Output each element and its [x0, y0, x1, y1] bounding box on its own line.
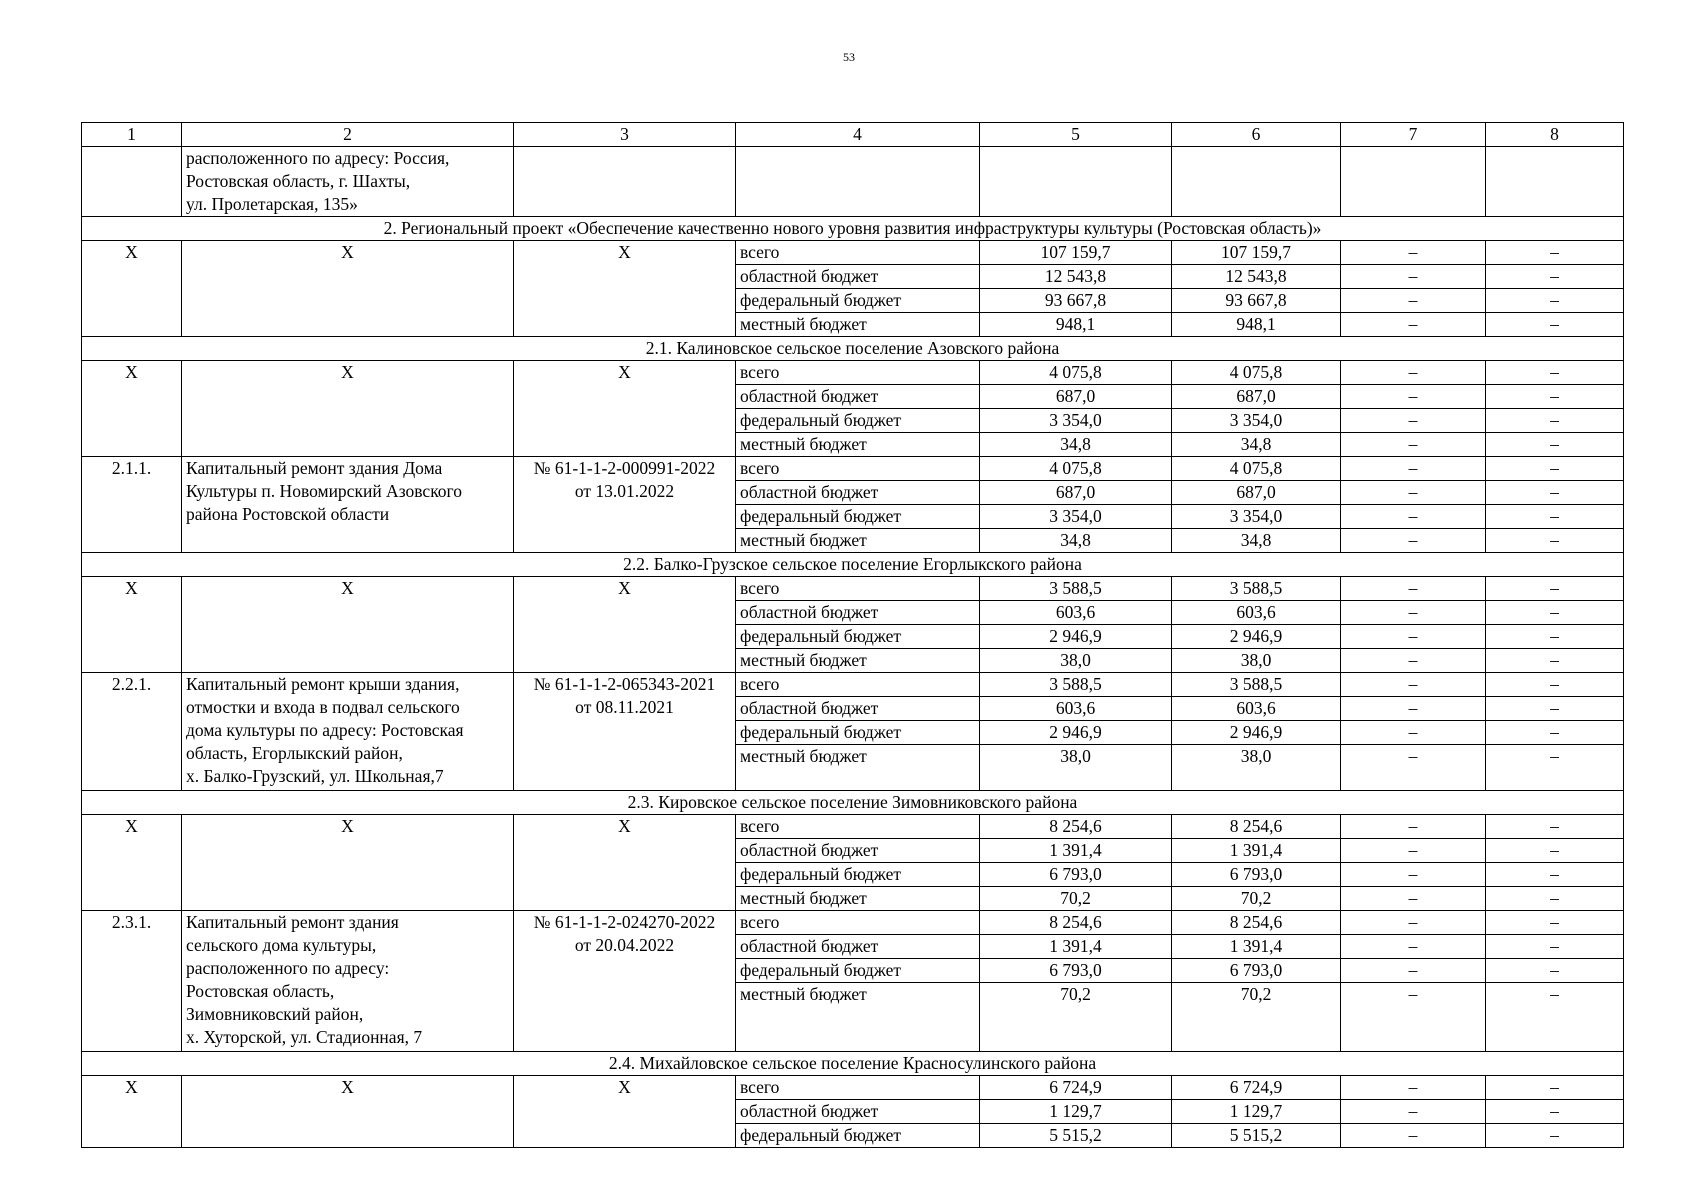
value-col7: –	[1341, 361, 1486, 385]
value-col8: –	[1486, 911, 1624, 935]
value-col7: –	[1341, 313, 1486, 337]
value-col8: –	[1486, 721, 1624, 745]
value-col6: 8 254,6	[1172, 815, 1341, 839]
budget-label: всего	[736, 815, 980, 839]
value-col7: –	[1341, 959, 1486, 983]
value-col8: –	[1486, 409, 1624, 433]
section-title-row	[82, 791, 1624, 815]
value-col7: –	[1341, 241, 1486, 265]
value-col7: –	[1341, 935, 1486, 959]
budget-label: всего	[736, 673, 980, 697]
value-col8: –	[1486, 673, 1624, 697]
value-col6: 3 354,0	[1172, 409, 1341, 433]
value-col7: –	[1341, 673, 1486, 697]
value-col5: 6 793,0	[980, 863, 1172, 887]
value-col7: –	[1341, 481, 1486, 505]
value-col8: –	[1486, 577, 1624, 601]
value-col6: 1 391,4	[1172, 839, 1341, 863]
header-cell: 2	[182, 123, 514, 147]
text-line: Капитальный ремонт здания	[186, 912, 399, 932]
value-col5: 70,2	[980, 983, 1172, 1052]
budget-label: всего	[736, 577, 980, 601]
value-col7: –	[1341, 409, 1486, 433]
value-col8: –	[1486, 433, 1624, 457]
x-mark: Х	[514, 361, 736, 457]
budget-table	[81, 122, 1624, 1148]
value-col6: 6 793,0	[1172, 863, 1341, 887]
text-line: сельского дома культуры,	[186, 935, 377, 955]
value-col7: –	[1341, 433, 1486, 457]
header-cell: 7	[1341, 123, 1486, 147]
budget-label: всего	[736, 361, 980, 385]
object-name-continued	[182, 147, 514, 217]
value-col5: 687,0	[980, 481, 1172, 505]
section-title: 2.3. Кировское сельское поселение Зимовниковского района	[82, 791, 1624, 815]
expertise-code	[514, 911, 736, 1052]
text-line: Капитальный ремонт крыши здания,	[186, 674, 460, 694]
budget-label: местный бюджет	[736, 529, 980, 553]
value-col6: 3 354,0	[1172, 505, 1341, 529]
value-col5: 2 946,9	[980, 721, 1172, 745]
budget-label: местный бюджет	[736, 887, 980, 911]
value-col5: 2 946,9	[980, 625, 1172, 649]
budget-row	[82, 673, 1624, 697]
header-cell: 5	[980, 123, 1172, 147]
x-mark: Х	[182, 361, 514, 457]
value-col5: 38,0	[980, 649, 1172, 673]
value-col5: 3 354,0	[980, 409, 1172, 433]
page-number: 53	[843, 50, 855, 64]
text-line: отмостки и входа в подвал сельского	[186, 697, 460, 717]
budget-row	[82, 457, 1624, 481]
value-col8: –	[1486, 815, 1624, 839]
value-col8: –	[1486, 529, 1624, 553]
x-mark: Х	[514, 1076, 736, 1148]
value-col7: –	[1341, 863, 1486, 887]
value-col7: –	[1341, 983, 1486, 1052]
text-line: от 20.04.2022	[574, 935, 675, 955]
value-col5: 687,0	[980, 385, 1172, 409]
value-col6: 603,6	[1172, 601, 1341, 625]
budget-label: местный бюджет	[736, 983, 980, 1052]
value-col8: –	[1486, 697, 1624, 721]
value-col5: 6 793,0	[980, 959, 1172, 983]
value-col5: 5 515,2	[980, 1124, 1172, 1148]
section-title-row	[82, 337, 1624, 361]
value-col7: –	[1341, 697, 1486, 721]
value-col6: 1 129,7	[1172, 1100, 1341, 1124]
value-col6: 34,8	[1172, 433, 1341, 457]
value-col5: 34,8	[980, 529, 1172, 553]
object-name	[182, 457, 514, 553]
value-col8: –	[1486, 601, 1624, 625]
project-title-row	[82, 217, 1624, 241]
text-line: Ростовская область, г. Шахты,	[186, 171, 411, 191]
value-col5: 12 543,8	[980, 265, 1172, 289]
value-col6: 948,1	[1172, 313, 1341, 337]
value-col6: 5 515,2	[1172, 1124, 1341, 1148]
value-col5: 3 588,5	[980, 577, 1172, 601]
budget-label: местный бюджет	[736, 745, 980, 791]
value-col6: 38,0	[1172, 745, 1341, 791]
budget-row	[82, 911, 1624, 935]
value-col8: –	[1486, 481, 1624, 505]
value-col6: 2 946,9	[1172, 721, 1341, 745]
text-line: дома культуры по адресу: Ростовская	[186, 720, 464, 740]
value-col8: –	[1486, 505, 1624, 529]
budget-label: областной бюджет	[736, 385, 980, 409]
value-col6: 6 793,0	[1172, 959, 1341, 983]
text-line: № 61-1-1-2-065343-2021	[533, 674, 716, 694]
value-col6: 687,0	[1172, 385, 1341, 409]
text-line: ул. Пролетарская, 135»	[186, 194, 358, 214]
value-col7: –	[1341, 1124, 1486, 1148]
value-col6: 3 588,5	[1172, 673, 1341, 697]
value-col6: 93 667,8	[1172, 289, 1341, 313]
blank-cell	[736, 147, 980, 217]
value-col8: –	[1486, 457, 1624, 481]
section-title: 2.4. Михайловское сельское поселение Красносулинского района	[82, 1052, 1624, 1076]
header-cell: 8	[1486, 123, 1624, 147]
budget-label: областной бюджет	[736, 481, 980, 505]
value-col5: 4 075,8	[980, 457, 1172, 481]
budget-label: всего	[736, 1076, 980, 1100]
value-col8: –	[1486, 1100, 1624, 1124]
header-cell: 6	[1172, 123, 1341, 147]
value-col5: 38,0	[980, 745, 1172, 791]
value-col7: –	[1341, 625, 1486, 649]
value-col8: –	[1486, 887, 1624, 911]
continuation-row	[82, 147, 1624, 217]
budget-label: областной бюджет	[736, 935, 980, 959]
value-col5: 107 159,7	[980, 241, 1172, 265]
value-col5: 34,8	[980, 433, 1172, 457]
budget-label: федеральный бюджет	[736, 721, 980, 745]
value-col5: 1 391,4	[980, 935, 1172, 959]
value-col7: –	[1341, 815, 1486, 839]
value-col8: –	[1486, 839, 1624, 863]
value-col5: 948,1	[980, 313, 1172, 337]
value-col8: –	[1486, 1076, 1624, 1100]
x-mark: Х	[182, 241, 514, 337]
value-col7: –	[1341, 601, 1486, 625]
value-col6: 12 543,8	[1172, 265, 1341, 289]
value-col6: 107 159,7	[1172, 241, 1341, 265]
budget-label: федеральный бюджет	[736, 959, 980, 983]
text-line: х. Балко-Грузский, ул. Школьная,7	[186, 766, 444, 786]
value-col7: –	[1341, 1100, 1486, 1124]
budget-row	[82, 361, 1624, 385]
value-col6: 6 724,9	[1172, 1076, 1341, 1100]
value-col6: 70,2	[1172, 983, 1341, 1052]
value-col6: 2 946,9	[1172, 625, 1341, 649]
item-number: 2.3.1.	[82, 911, 182, 1052]
blank-cell	[980, 147, 1172, 217]
value-col7: –	[1341, 887, 1486, 911]
value-col7: –	[1341, 529, 1486, 553]
budget-label: областной бюджет	[736, 839, 980, 863]
value-col7: –	[1341, 457, 1486, 481]
object-name	[182, 673, 514, 791]
text-line: района Ростовской области	[186, 504, 390, 524]
section-title-row	[82, 553, 1624, 577]
section-title-row	[82, 1052, 1624, 1076]
value-col7: –	[1341, 839, 1486, 863]
text-line: область, Егорлыкский район,	[186, 743, 403, 763]
x-mark: Х	[82, 1076, 182, 1148]
text-line: Капитальный ремонт здания Дома	[186, 458, 443, 478]
value-col6: 3 588,5	[1172, 577, 1341, 601]
section-title: 2.2. Балко-Грузское сельское поселение Егорлыкского района	[82, 553, 1624, 577]
value-col6: 1 391,4	[1172, 935, 1341, 959]
value-col8: –	[1486, 313, 1624, 337]
value-col7: –	[1341, 649, 1486, 673]
x-mark: Х	[82, 815, 182, 911]
value-col5: 1 129,7	[980, 1100, 1172, 1124]
value-col7: –	[1341, 1076, 1486, 1100]
text-line: Зимовниковский район,	[186, 1004, 364, 1024]
text-line: расположенного по адресу: Россия,	[186, 148, 450, 168]
value-col7: –	[1341, 721, 1486, 745]
value-col8: –	[1486, 625, 1624, 649]
x-mark: Х	[82, 241, 182, 337]
value-col8: –	[1486, 983, 1624, 1052]
budget-row	[82, 1076, 1624, 1100]
value-col6: 4 075,8	[1172, 457, 1341, 481]
budget-label: областной бюджет	[736, 265, 980, 289]
value-col8: –	[1486, 241, 1624, 265]
value-col7: –	[1341, 911, 1486, 935]
expertise-code	[514, 457, 736, 553]
value-col7: –	[1341, 577, 1486, 601]
value-col5: 3 354,0	[980, 505, 1172, 529]
x-mark: Х	[182, 1076, 514, 1148]
value-col5: 93 667,8	[980, 289, 1172, 313]
value-col5: 603,6	[980, 697, 1172, 721]
blank-cell	[1341, 147, 1486, 217]
expertise-code	[514, 673, 736, 791]
budget-label: всего	[736, 241, 980, 265]
text-line: расположенного по адресу:	[186, 958, 390, 978]
budget-label: федеральный бюджет	[736, 409, 980, 433]
budget-label: местный бюджет	[736, 649, 980, 673]
header-cell: 3	[514, 123, 736, 147]
value-col8: –	[1486, 1124, 1624, 1148]
x-mark: Х	[82, 361, 182, 457]
value-col7: –	[1341, 265, 1486, 289]
header-cell: 1	[82, 123, 182, 147]
header-row	[82, 123, 1624, 147]
x-mark: Х	[82, 577, 182, 673]
item-number: 2.1.1.	[82, 457, 182, 553]
value-col8: –	[1486, 863, 1624, 887]
budget-label: областной бюджет	[736, 697, 980, 721]
value-col6: 38,0	[1172, 649, 1341, 673]
header-cell: 4	[736, 123, 980, 147]
budget-label: федеральный бюджет	[736, 1124, 980, 1148]
project-title: 2. Региональный проект «Обеспечение качественно нового уровня развития инфраструктуры культуры (Ростовская область)»	[82, 217, 1624, 241]
value-col5: 4 075,8	[980, 361, 1172, 385]
x-mark: Х	[514, 577, 736, 673]
text-line: Культуры п. Новомирский Азовского	[186, 481, 463, 501]
budget-label: местный бюджет	[736, 433, 980, 457]
value-col6: 70,2	[1172, 887, 1341, 911]
value-col8: –	[1486, 935, 1624, 959]
value-col8: –	[1486, 265, 1624, 289]
text-line: № 61-1-1-2-024270-2022	[533, 912, 716, 932]
budget-row	[82, 577, 1624, 601]
budget-label: областной бюджет	[736, 601, 980, 625]
value-col8: –	[1486, 745, 1624, 791]
value-col7: –	[1341, 745, 1486, 791]
value-col5: 603,6	[980, 601, 1172, 625]
x-mark: Х	[182, 815, 514, 911]
budget-row	[82, 815, 1624, 839]
text-line: от 13.01.2022	[574, 481, 675, 501]
budget-label: федеральный бюджет	[736, 863, 980, 887]
value-col8: –	[1486, 289, 1624, 313]
value-col5: 70,2	[980, 887, 1172, 911]
text-line: Ростовская область,	[186, 981, 335, 1001]
item-number: 2.2.1.	[82, 673, 182, 791]
object-name	[182, 911, 514, 1052]
value-col7: –	[1341, 505, 1486, 529]
budget-label: местный бюджет	[736, 313, 980, 337]
value-col6: 4 075,8	[1172, 361, 1341, 385]
text-line: х. Хуторской, ул. Стадионная, 7	[186, 1027, 423, 1047]
budget-label: федеральный бюджет	[736, 505, 980, 529]
value-col6: 8 254,6	[1172, 911, 1341, 935]
value-col5: 3 588,5	[980, 673, 1172, 697]
x-mark: Х	[182, 577, 514, 673]
section-title: 2.1. Калиновское сельское поселение Азовского района	[82, 337, 1624, 361]
blank-cell	[82, 147, 182, 217]
value-col8: –	[1486, 959, 1624, 983]
value-col5: 6 724,9	[980, 1076, 1172, 1100]
blank-cell	[1486, 147, 1624, 217]
text-line: от 08.11.2021	[575, 697, 674, 717]
text-line: № 61-1-1-2-000991-2022	[533, 458, 716, 478]
value-col6: 34,8	[1172, 529, 1341, 553]
budget-row	[82, 241, 1624, 265]
value-col5: 8 254,6	[980, 815, 1172, 839]
budget-label: областной бюджет	[736, 1100, 980, 1124]
budget-label: всего	[736, 457, 980, 481]
blank-cell	[1172, 147, 1341, 217]
blank-cell	[514, 147, 736, 217]
x-mark: Х	[514, 241, 736, 337]
value-col8: –	[1486, 649, 1624, 673]
value-col8: –	[1486, 385, 1624, 409]
value-col8: –	[1486, 361, 1624, 385]
value-col6: 687,0	[1172, 481, 1341, 505]
budget-label: всего	[736, 911, 980, 935]
value-col7: –	[1341, 385, 1486, 409]
x-mark: Х	[514, 815, 736, 911]
table-body	[82, 123, 1624, 1148]
value-col7: –	[1341, 289, 1486, 313]
budget-label: федеральный бюджет	[736, 289, 980, 313]
value-col5: 8 254,6	[980, 911, 1172, 935]
value-col5: 1 391,4	[980, 839, 1172, 863]
value-col6: 603,6	[1172, 697, 1341, 721]
budget-label: федеральный бюджет	[736, 625, 980, 649]
